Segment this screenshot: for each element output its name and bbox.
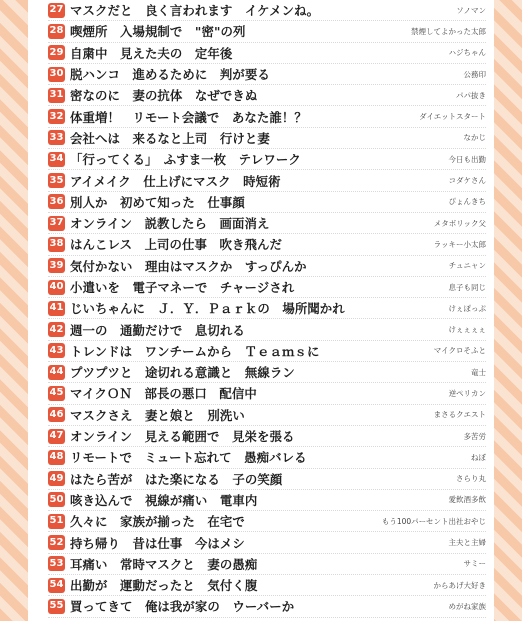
list-item [48,213,486,234]
list-item [48,298,486,319]
senryu-verse: 久々に 家族が揃った 在宅で [70,514,245,530]
author-name: 逆ペリカン [448,388,486,398]
list-item [48,405,486,426]
author-name: パパ抜き [456,90,486,100]
rank-badge: 48 [48,450,65,465]
author-name: サミー [463,559,486,569]
list-item [48,43,486,64]
author-name: 公務印 [463,69,486,79]
senryu-verse: リモートで ミュート忘れて 愚痴バレる [70,450,307,466]
rank-badge: 37 [48,216,65,231]
author-name: 竜士 [471,367,486,377]
rank-badge: 29 [48,45,65,60]
author-name: けぇぽっぷ [448,303,486,313]
author-name: ダイエットスタート [419,112,486,122]
author-name: もう100パーセント出社おやじ [381,516,486,526]
list-item [48,383,486,404]
rank-badge: 27 [48,3,65,18]
rank-badge: 53 [48,556,65,571]
list-item [48,85,486,106]
rank-badge: 38 [48,237,65,252]
list-item [48,362,486,383]
rank-badge: 41 [48,301,65,316]
list-item [48,532,486,553]
author-name: ソノマン [456,5,486,15]
rank-badge: 39 [48,258,65,273]
list-item [48,447,486,468]
list-item [48,192,486,213]
list-item [48,106,486,127]
rank-badge: 50 [48,492,65,507]
author-name: 主夫と主婦 [448,538,486,548]
rank-badge: 32 [48,109,65,124]
senryu-verse: 会社へは 来るなと上司 行けと妻 [70,130,270,146]
list-item [48,21,486,42]
senryu-verse: 喫煙所 入場規制で "密"の列 [70,24,246,40]
senryu-verse: トレンドは ワンチームから Ｔｅａｍｓに [70,343,320,359]
rank-badge: 46 [48,407,65,422]
list-item [48,511,486,532]
rank-badge: 33 [48,130,65,145]
senryu-verse: はんこレス 上司の仕事 吹き飛んだ [70,237,282,253]
author-name: 多苦労 [463,431,486,441]
senryu-verse: 週一の 通勤だけで 息切れる [70,322,245,338]
senryu-verse: 咳き込んで 視線が痛い 電車内 [70,492,258,508]
author-name: メタボリック父 [433,218,486,228]
author-name: ラッキー小太郎 [433,239,486,249]
author-name: からあげ大好き [433,580,486,590]
senryu-verse: 持ち帰り 昔は仕事 今はメシ [70,535,245,551]
senryu-verse: プツプツと 途切れる意識と 無線ラン [70,365,295,381]
rank-badge: 52 [48,535,65,550]
senryu-verse: じいちゃんに Ｊ．Ｙ．Ｐａｒｋの 場所聞かれ [70,301,345,317]
rank-badge: 55 [48,599,65,614]
list-item [48,341,486,362]
senryu-verse: マイクＯＮ 部長の悪口 配信中 [70,386,257,402]
author-name: めがね家族 [448,601,486,611]
list-item [48,0,486,21]
rank-badge: 54 [48,578,65,593]
author-name: まさるクエスト [433,410,486,420]
rank-badge: 43 [48,343,65,358]
author-name: なかじ [463,133,486,143]
senryu-verse: オンライン 説教したら 画面消え [70,216,270,232]
rank-badge: 28 [48,24,65,39]
list-item [48,319,486,340]
author-name: 息子も同じ [448,282,486,292]
senryu-verse: 密なのに 妻の抗体 なぜできぬ [70,88,258,104]
list-item [48,256,486,277]
list-item [48,128,486,149]
author-name: さらり丸 [456,474,486,484]
author-name: 愛飲酒多飲 [448,495,486,505]
senryu-verse: 「行ってくる」 ふすま一枚 テレワーク [70,152,301,168]
author-name: ねぼ [471,452,486,462]
author-name: ハジちゃん [448,48,486,58]
rank-badge: 51 [48,514,65,529]
senryu-verse: 耳痛い 常時マスクと 妻の愚痴 [70,556,258,572]
list-item [48,469,486,490]
senryu-list [48,0,486,618]
list-item [48,596,486,617]
list-item [48,575,486,596]
senryu-verse: 小遣いを 電子マネーで チャージされ [70,280,295,295]
senryu-verse: 自粛中 見えた夫の 定年後 [70,45,233,61]
senryu-verse: アイメイク 仕上げにマスク 時短術 [70,173,281,189]
author-name: 禁煙してよかった太郎 [411,26,486,36]
rank-badge: 30 [48,67,65,82]
senryu-verse: 気付かない 理由はマスクか すっぴんか [70,258,307,274]
rank-badge: 35 [48,173,65,188]
senryu-verse: 出勤が 運動だったと 気付く腹 [70,578,258,594]
senryu-verse: 脱ハンコ 進めるために 判が要る [70,67,270,83]
list-item [48,149,486,170]
list-item [48,277,486,298]
rank-badge: 42 [48,322,65,337]
senryu-verse: 買ってきて 俺は我が家の ウーバーか [70,599,295,615]
list-item [48,234,486,255]
author-name: コダケさん [448,176,486,186]
list-item [48,554,486,575]
rank-badge: 47 [48,429,65,444]
senryu-list-panel [28,0,494,621]
list-item [48,64,486,85]
rank-badge: 34 [48,152,65,167]
senryu-verse: オンライン 見える範囲で 見栄を張る [70,429,295,445]
senryu-verse: はたら苦が はた楽になる 子の笑顔 [70,471,283,487]
list-item [48,426,486,447]
senryu-verse: 別人か 初めて知った 仕事顔 [70,194,245,210]
senryu-verse: マスクさえ 妻と娘と 別洗い [70,407,245,423]
author-name: チュニャン [448,261,486,271]
senryu-verse: 体重増！ リモート会議で あなた誰！？ [70,109,307,125]
list-item [48,490,486,511]
list-item [48,170,486,191]
rank-badge: 49 [48,471,65,486]
rank-badge: 45 [48,386,65,401]
rank-badge: 40 [48,280,65,295]
rank-badge: 31 [48,88,65,103]
author-name: 今日も出勤 [448,154,486,164]
senryu-verse: マスクだと 良く言われます イケメンね。 [70,3,320,19]
author-name: けぇぇぇぇ [448,325,486,335]
author-name: ぴょんきち [448,197,486,207]
rank-badge: 36 [48,194,65,209]
rank-badge: 44 [48,365,65,380]
author-name: マイクロそふと [433,346,486,356]
